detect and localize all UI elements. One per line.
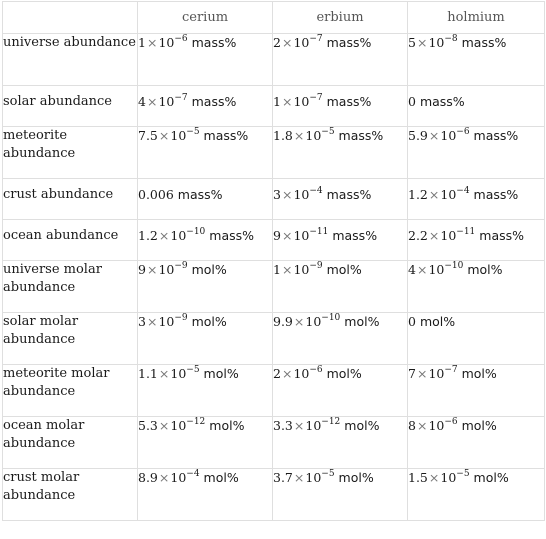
times-sign: × bbox=[146, 94, 158, 109]
value-base: 10 bbox=[428, 35, 445, 50]
value-cell bbox=[273, 179, 408, 220]
value-exponent: −7 bbox=[309, 93, 323, 103]
value-cell bbox=[138, 469, 273, 521]
times-sign: × bbox=[293, 314, 305, 329]
value-mantissa: 1.2 bbox=[408, 187, 428, 202]
value-exponent: −6 bbox=[309, 365, 323, 375]
value-exponent: −11 bbox=[309, 227, 329, 237]
value-cell bbox=[408, 313, 545, 365]
value-unit: mol% bbox=[191, 314, 227, 329]
power-of-ten bbox=[440, 128, 469, 143]
value-mantissa: 5.9 bbox=[408, 128, 428, 143]
times-sign: × bbox=[158, 228, 170, 243]
times-sign: × bbox=[281, 35, 293, 50]
value-unit: mol% bbox=[473, 470, 509, 485]
value-exponent: −7 bbox=[309, 34, 323, 44]
value-cell bbox=[408, 220, 545, 261]
value-cell bbox=[273, 469, 408, 521]
value-unit: mass% bbox=[473, 187, 519, 202]
power-of-ten bbox=[293, 366, 322, 381]
value-cell bbox=[408, 469, 545, 521]
times-sign: × bbox=[281, 187, 293, 202]
value-exponent: −4 bbox=[309, 186, 323, 196]
value-base: 10 bbox=[440, 128, 457, 143]
value-unit: mol% bbox=[467, 262, 503, 277]
power-of-ten bbox=[428, 366, 457, 381]
power-of-ten bbox=[170, 418, 205, 433]
value-exponent: −12 bbox=[186, 417, 206, 427]
times-sign: × bbox=[146, 314, 158, 329]
value-cell bbox=[408, 417, 545, 469]
value-mantissa: 1 bbox=[273, 94, 281, 109]
value-base: 10 bbox=[170, 470, 187, 485]
value-base: 10 bbox=[428, 262, 445, 277]
value-cell bbox=[138, 127, 273, 179]
value-cell bbox=[273, 417, 408, 469]
value-unit: mol% bbox=[461, 366, 497, 381]
power-of-ten bbox=[170, 366, 199, 381]
value-base: 10 bbox=[440, 228, 457, 243]
value-mantissa: 9.9 bbox=[273, 314, 293, 329]
times-sign: × bbox=[416, 35, 428, 50]
table-row bbox=[3, 34, 545, 86]
value-cell bbox=[138, 220, 273, 261]
value-exponent: −4 bbox=[186, 469, 200, 479]
header-erbium: erbium bbox=[273, 2, 408, 34]
value-mantissa: 5 bbox=[408, 35, 416, 50]
value-base: 10 bbox=[305, 470, 322, 485]
value-mantissa: 2.2 bbox=[408, 228, 428, 243]
table-row bbox=[3, 261, 545, 313]
table-row bbox=[3, 417, 545, 469]
power-of-ten bbox=[305, 128, 334, 143]
value-mantissa: 1.8 bbox=[273, 128, 293, 143]
value-exponent: −5 bbox=[186, 127, 200, 137]
value-unit: mass% bbox=[473, 128, 519, 143]
power-of-ten bbox=[158, 35, 187, 50]
value-unit: mass% bbox=[203, 128, 249, 143]
row-label: meteorite abundance bbox=[3, 127, 138, 179]
value-exponent: −8 bbox=[444, 34, 458, 44]
value-mantissa: 1 bbox=[273, 262, 281, 277]
power-of-ten bbox=[305, 470, 334, 485]
value-unit: mol% bbox=[344, 314, 380, 329]
value-cell bbox=[408, 261, 545, 313]
value-unit: mass% bbox=[419, 94, 465, 109]
value-base: 10 bbox=[170, 418, 187, 433]
value-base: 10 bbox=[293, 228, 310, 243]
times-sign: × bbox=[416, 418, 428, 433]
value-base: 10 bbox=[170, 366, 187, 381]
value-base: 10 bbox=[305, 314, 322, 329]
value-cell bbox=[138, 417, 273, 469]
row-label: solar abundance bbox=[3, 86, 138, 127]
value-base: 10 bbox=[170, 128, 187, 143]
value-cell bbox=[138, 313, 273, 365]
value-plain: 0 bbox=[408, 314, 416, 329]
value-plain: 0 bbox=[408, 94, 416, 109]
row-label: universe abundance bbox=[3, 34, 138, 86]
value-exponent: −9 bbox=[174, 313, 188, 323]
value-cell bbox=[408, 127, 545, 179]
value-unit: mol% bbox=[209, 418, 245, 433]
value-unit: mol% bbox=[338, 470, 374, 485]
power-of-ten bbox=[293, 262, 322, 277]
value-base: 10 bbox=[158, 262, 175, 277]
times-sign: × bbox=[293, 128, 305, 143]
power-of-ten bbox=[170, 228, 205, 243]
value-unit: mass% bbox=[479, 228, 525, 243]
value-unit: mass% bbox=[326, 94, 372, 109]
row-label: meteorite molar abundance bbox=[3, 365, 138, 417]
value-unit: mol% bbox=[203, 470, 239, 485]
value-base: 10 bbox=[440, 187, 457, 202]
value-base: 10 bbox=[428, 366, 445, 381]
times-sign: × bbox=[281, 228, 293, 243]
table-row bbox=[3, 469, 545, 521]
value-cell bbox=[273, 261, 408, 313]
value-unit: mass% bbox=[338, 128, 384, 143]
value-exponent: −10 bbox=[444, 261, 464, 271]
times-sign: × bbox=[428, 128, 440, 143]
power-of-ten bbox=[428, 35, 457, 50]
header-cerium: cerium bbox=[138, 2, 273, 34]
times-sign: × bbox=[428, 470, 440, 485]
times-sign: × bbox=[293, 418, 305, 433]
value-base: 10 bbox=[305, 418, 322, 433]
value-unit: mass% bbox=[209, 228, 255, 243]
header-corner bbox=[3, 2, 138, 34]
value-base: 10 bbox=[428, 418, 445, 433]
value-cell bbox=[408, 365, 545, 417]
value-unit: mass% bbox=[191, 35, 237, 50]
value-cell bbox=[138, 261, 273, 313]
value-exponent: −4 bbox=[456, 186, 470, 196]
value-exponent: −9 bbox=[174, 261, 188, 271]
header-holmium: holmium bbox=[408, 2, 545, 34]
value-mantissa: 7 bbox=[408, 366, 416, 381]
value-exponent: −5 bbox=[186, 365, 200, 375]
value-exponent: −10 bbox=[186, 227, 206, 237]
row-label: crust abundance bbox=[3, 179, 138, 220]
value-unit: mol% bbox=[191, 262, 227, 277]
value-unit: mass% bbox=[177, 187, 223, 202]
value-base: 10 bbox=[293, 187, 310, 202]
value-exponent: −6 bbox=[174, 34, 188, 44]
value-mantissa: 2 bbox=[273, 35, 281, 50]
value-mantissa: 3.3 bbox=[273, 418, 293, 433]
table-row bbox=[3, 179, 545, 220]
value-unit: mol% bbox=[344, 418, 380, 433]
value-unit: mol% bbox=[326, 366, 362, 381]
value-mantissa: 4 bbox=[408, 262, 416, 277]
power-of-ten bbox=[293, 228, 328, 243]
value-base: 10 bbox=[305, 128, 322, 143]
times-sign: × bbox=[293, 470, 305, 485]
row-label: ocean abundance bbox=[3, 220, 138, 261]
times-sign: × bbox=[416, 366, 428, 381]
value-mantissa: 9 bbox=[138, 262, 146, 277]
value-exponent: −7 bbox=[444, 365, 458, 375]
value-cell bbox=[273, 127, 408, 179]
power-of-ten bbox=[158, 314, 187, 329]
value-cell bbox=[273, 34, 408, 86]
power-of-ten bbox=[305, 418, 340, 433]
value-exponent: −11 bbox=[456, 227, 476, 237]
value-cell bbox=[273, 86, 408, 127]
value-base: 10 bbox=[440, 470, 457, 485]
times-sign: × bbox=[158, 366, 170, 381]
value-exponent: −5 bbox=[456, 469, 470, 479]
value-cell bbox=[408, 34, 545, 86]
value-unit: mol% bbox=[461, 418, 497, 433]
power-of-ten bbox=[158, 262, 187, 277]
times-sign: × bbox=[281, 262, 293, 277]
table-row bbox=[3, 127, 545, 179]
value-unit: mass% bbox=[332, 228, 378, 243]
value-exponent: −6 bbox=[456, 127, 470, 137]
row-label: ocean molar abundance bbox=[3, 417, 138, 469]
table-row bbox=[3, 86, 545, 127]
value-unit: mol% bbox=[419, 314, 456, 329]
times-sign: × bbox=[428, 187, 440, 202]
power-of-ten bbox=[293, 94, 322, 109]
power-of-ten bbox=[170, 470, 199, 485]
value-exponent: −7 bbox=[174, 93, 188, 103]
power-of-ten bbox=[293, 187, 322, 202]
times-sign: × bbox=[146, 35, 158, 50]
value-exponent: −12 bbox=[321, 417, 341, 427]
value-mantissa: 2 bbox=[273, 366, 281, 381]
value-unit: mass% bbox=[326, 187, 372, 202]
value-base: 10 bbox=[170, 228, 187, 243]
value-mantissa: 5.3 bbox=[138, 418, 158, 433]
value-mantissa: 1.2 bbox=[138, 228, 158, 243]
value-cell bbox=[408, 86, 545, 127]
value-mantissa: 7.5 bbox=[138, 128, 158, 143]
value-mantissa: 1.1 bbox=[138, 366, 158, 381]
value-unit: mass% bbox=[191, 94, 237, 109]
value-mantissa: 9 bbox=[273, 228, 281, 243]
value-cell bbox=[138, 179, 273, 220]
value-exponent: −6 bbox=[444, 417, 458, 427]
value-unit: mol% bbox=[326, 262, 362, 277]
value-unit: mol% bbox=[203, 366, 239, 381]
row-label: solar molar abundance bbox=[3, 313, 138, 365]
header-row bbox=[3, 2, 545, 34]
value-base: 10 bbox=[158, 314, 175, 329]
times-sign: × bbox=[281, 366, 293, 381]
power-of-ten bbox=[170, 128, 199, 143]
value-cell bbox=[138, 86, 273, 127]
value-mantissa: 1.5 bbox=[408, 470, 428, 485]
value-cell bbox=[273, 365, 408, 417]
value-base: 10 bbox=[293, 262, 310, 277]
table-row bbox=[3, 220, 545, 261]
value-mantissa: 4 bbox=[138, 94, 146, 109]
value-cell bbox=[273, 313, 408, 365]
value-exponent: −10 bbox=[321, 313, 341, 323]
value-cell bbox=[138, 34, 273, 86]
value-exponent: −9 bbox=[309, 261, 323, 271]
value-mantissa: 8.9 bbox=[138, 470, 158, 485]
row-label: crust molar abundance bbox=[3, 469, 138, 521]
value-exponent: −5 bbox=[321, 469, 335, 479]
value-mantissa: 8 bbox=[408, 418, 416, 433]
power-of-ten bbox=[428, 262, 463, 277]
abundance-table bbox=[2, 1, 545, 521]
power-of-ten bbox=[440, 228, 475, 243]
value-mantissa: 3 bbox=[138, 314, 146, 329]
value-mantissa: 3.7 bbox=[273, 470, 293, 485]
value-unit: mass% bbox=[326, 35, 372, 50]
table-row bbox=[3, 365, 545, 417]
power-of-ten bbox=[293, 35, 322, 50]
value-base: 10 bbox=[293, 35, 310, 50]
value-mantissa: 3 bbox=[273, 187, 281, 202]
times-sign: × bbox=[146, 262, 158, 277]
times-sign: × bbox=[158, 418, 170, 433]
times-sign: × bbox=[416, 262, 428, 277]
value-exponent: −5 bbox=[321, 127, 335, 137]
power-of-ten bbox=[440, 187, 469, 202]
value-mantissa: 1 bbox=[138, 35, 146, 50]
value-unit: mass% bbox=[461, 35, 507, 50]
value-cell bbox=[273, 220, 408, 261]
value-cell bbox=[408, 179, 545, 220]
value-cell bbox=[138, 365, 273, 417]
value-base: 10 bbox=[293, 366, 310, 381]
times-sign: × bbox=[281, 94, 293, 109]
power-of-ten bbox=[305, 314, 340, 329]
times-sign: × bbox=[158, 128, 170, 143]
power-of-ten bbox=[428, 418, 457, 433]
row-label: universe molar abundance bbox=[3, 261, 138, 313]
value-base: 10 bbox=[158, 35, 175, 50]
times-sign: × bbox=[158, 470, 170, 485]
table-row bbox=[3, 313, 545, 365]
value-plain: 0.006 bbox=[138, 187, 174, 202]
power-of-ten bbox=[440, 470, 469, 485]
value-base: 10 bbox=[158, 94, 175, 109]
power-of-ten bbox=[158, 94, 187, 109]
value-base: 10 bbox=[293, 94, 310, 109]
times-sign: × bbox=[428, 228, 440, 243]
